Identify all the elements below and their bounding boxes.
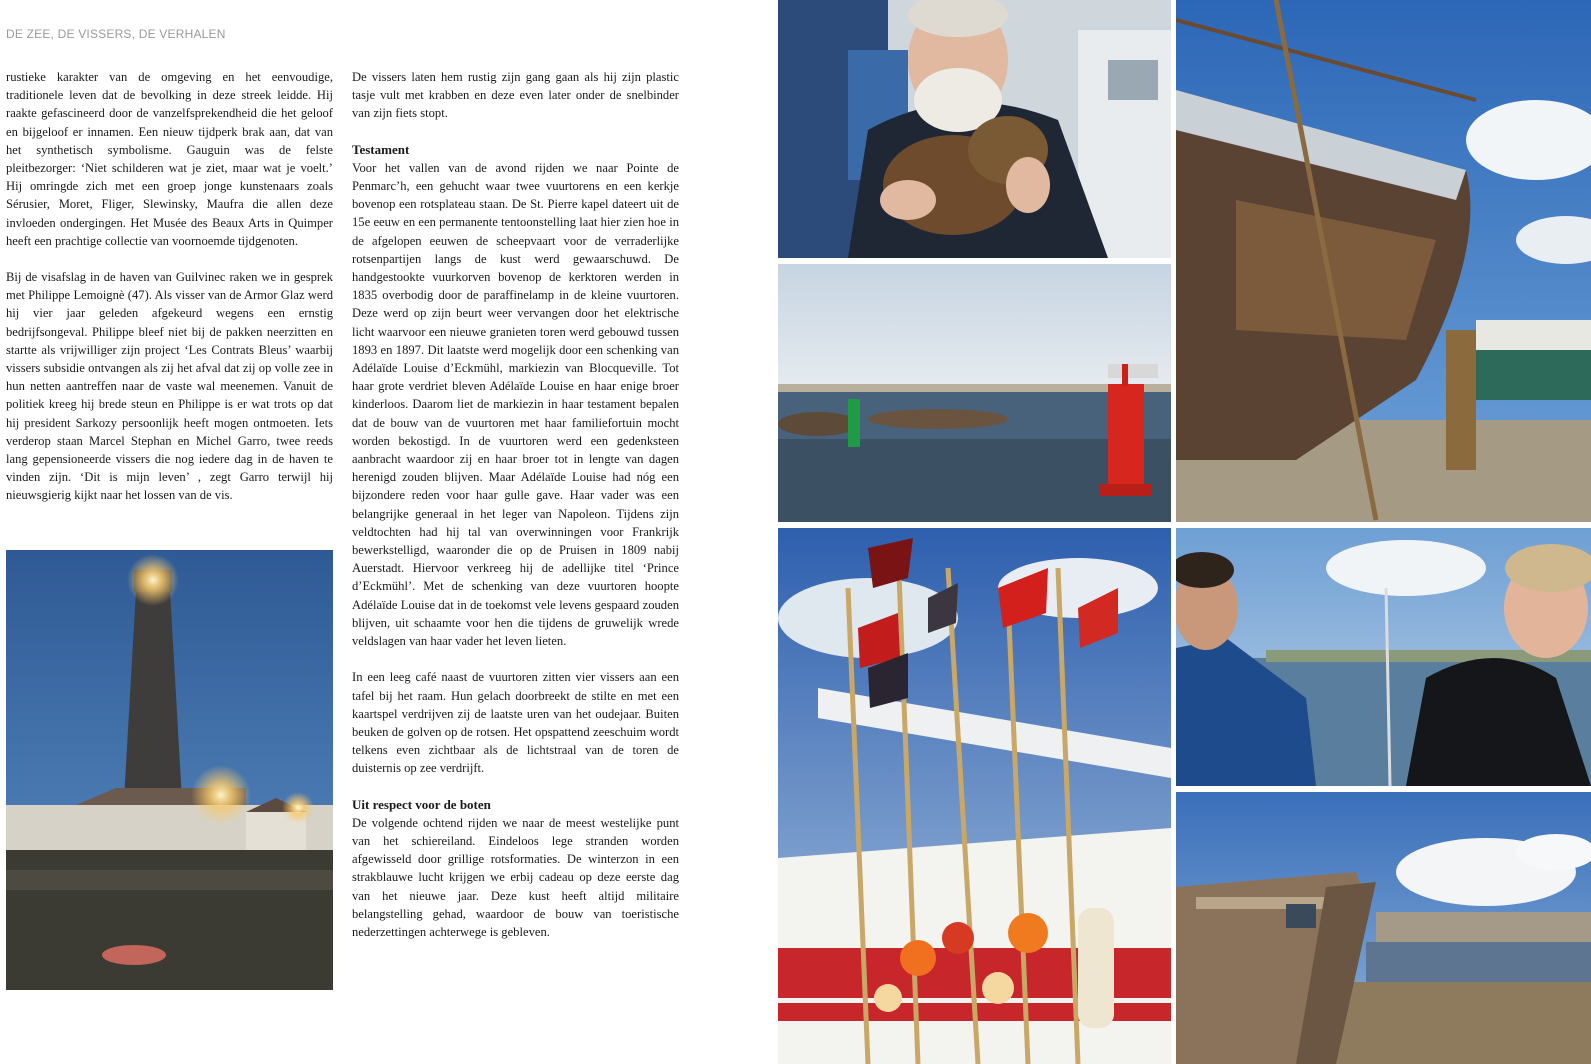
text-column-left (6, 68, 333, 523)
section-heading: Testament (352, 141, 410, 157)
wooden-wreck-photo (1176, 792, 1591, 1064)
paragraph: Bij de visafslag in de haven van Guilvinec raken we in gesprek met Philippe Lemoignè (47). Als visser van de Armor Glaz werd hij vier jaar geleden afgekeurd wegens een ernstig bedrijfsongeval. Philippe bleef niet bij de pakken neerzitten en startte als vrijwilliger zijn project ‘Les Contrats Bleus’ waarbij vissers subsidie ontvangen als zij het afval dat zij op volle zee in hun netten aantreffen naar de vaste wal meenemen. Vanuit de politiek kreeg hij brede steun en Philippe is er wat trots op dat hij president Sarkozy persoonlijk heeft mogen ontmoeten. Iets verderop staan Marcel Stephan en Michel Garro, twee reeds lang gepensioneerde vissers die nog iedere dag in de haven te vinden zijn. ‘Dit is mijn leven’ , zegt Garro terwijl hij nieuwsgierig kijkt naar het lossen van de vis. (6, 270, 333, 503)
paragraph: De volgende ochtend rijden we naar de meest westelijke punt van het schiereiland. Eindeloos lege stranden worden afgewisseld door grillige rotsformaties. De winterzon in een strakblauwe lucht krijgen we erbij cadeau op deze eerste dag van het nieuwe jaar. Deze kust heeft altijd militaire belangstelling gehad, waardoor de bouw van toeristische nederzettingen achterwege is gebleven. (352, 815, 679, 939)
rusted-boat-photo (1176, 0, 1591, 522)
couple-harbour-photo (1176, 528, 1591, 786)
fisherman-crabs-photo (778, 0, 1171, 258)
paragraph: De vissers laten hem rustig zijn gang gaan als hij zijn plastic tasje vult met krabben en deze even later onder de snelbinder van zijn fiets stopt. (352, 70, 679, 121)
running-head: DE ZEE, DE VISSERS, DE VERHALEN (6, 27, 226, 41)
sea-beacons-photo (778, 264, 1171, 522)
paragraph: Voor het vallen van de avond rijden we naar Pointe de Penmarc’h, een gehucht waar twee vuurtorens en een kerkje bovenop een rotsplateau staan. De St. Pierre kapel dateert uit de 15e eeuw en een permanente tentoonstelling laat hier zien hoe in de afgelopen eeuwen de scheepvaart voor de verraderlijke rotsenpartijen langs de kust werd gewaarschuwd. De handgestookte vuurkorven bovenop de kerktoren werden in 1835 overbodig door de paraffinelamp in de kleine vuurtoren. Deze werd op zijn beurt weer vervangen door het elektrische licht waarvoor een nieuwe granieten toren werd gebouwd tussen 1893 en 1897. Dit laatste werd mogelijk door een schenking van Adélaïde Louise d’Eckmühl, markiezin van Blocqueville. Tot haar grote verdriet bleven Adélaïde Louise en haar enige broer kinderloos. Daarom liet de markiezin in haar testament bepalen dat de bouw van de vuurtoren met haar familiefortuin mocht worden bekostigd. In de vuurtoren werd een gedenksteen aanbracht waardoor zij en haar broer tot in lengte van dagen herenigd zouden blijven. Maar Adélaïde Louise had nóg een bijzondere reden voor haar gulle gave. Haar vader was een belangrijke generaal in het leger van Napoleon. Tijdens zijn veldtochten had hij tal van overwinningen voor Frankrijk bewerkstelligd, waaronder die op de Pruisen in 1809 nabij Auerstadt. Hiervoor verkreeg hij de adellijke titel ‘Prince d’Eckmühl’. Met de schenking van deze vuurtoren hoopte Adélaïde Louise dat in de toekomst vele levens gespaard zouden blijven, uit schaamte voor hen die tijdens de gruwelijk wrede veldslagen van haar vader het leven lieten. (352, 160, 679, 649)
text-column-middle (352, 68, 679, 959)
paragraph: In een leeg café naast de vuurtoren zitten vier vissers aan een tafel bij het raam. Hun gelach doorbreekt de stilte en met een kaartspel verdrijven zij de laatste uren van het oudejaar. Buiten beuken de golven op de rotsen. Het opspattend zeeschuim wordt telkens even zichtbaar als de lichtstraal van de toren de duisternis op zee verdrijft. (352, 670, 679, 776)
paragraph: rustieke karakter van de omgeving en het eenvoudige, traditionele leven dat de bevolking in deze streek leidde. Hij raakte gefascineerd door de vanzelfsprekendheid die het geloof en bijgeloof er innamen. Een nieuw tijdperk brak aan, dat van het synthetisch symbolisme. Gauguin was de felste pleitbezorger: ‘Niet schilderen wat je ziet, maar wat je voelt.’ Hij omringde zich met een groep jonge kunstenaars zoals Sérusier, Moret, Fliger, Slewinsky, Maufra die allen deze invloeden ondergingen. Het Musée des Beaux Arts in Quimper heeft een prachtige collectie van voornoemde tijdgenoten. (6, 70, 333, 248)
section-heading: Uit respect voor de boten (352, 796, 491, 812)
lighthouse-photo (6, 550, 333, 990)
fishing-flags-photo (778, 528, 1171, 1064)
